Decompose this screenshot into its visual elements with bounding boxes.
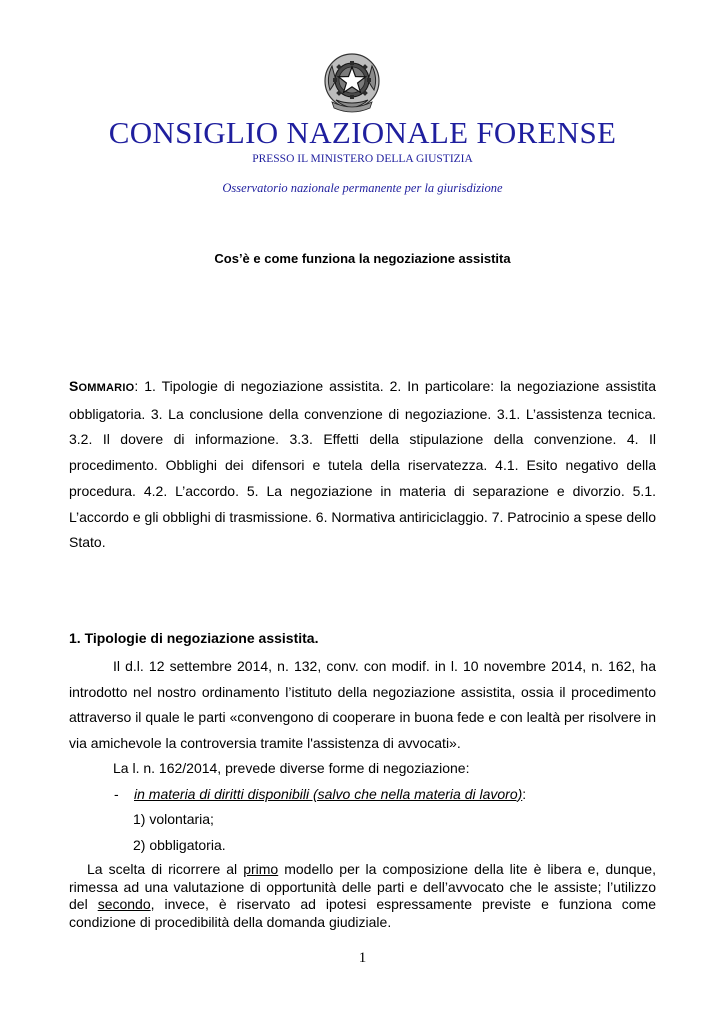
- underlined-term: primo: [243, 861, 279, 877]
- institution-subtitle: PRESSO IL MINISTERO DELLA GIUSTIZIA: [252, 153, 473, 165]
- summary-lead-label: OMMARIO: [78, 382, 135, 394]
- paragraph: La l. n. 162/2014, prevede diverse forme di negoziazione:: [113, 760, 470, 776]
- summary-text: : 1. Tipologie di negoziazione assistita. 2. In particolare: la negoziazione assistita obbligatoria. 3. La conclusione della convenzione di negoziazione. 3.1. L’assistenza tecnica. 3.2. Il dovere di informazione. 3.3. Effetti della stipulazione della convenzione. 4. Il procedimento. Obblighi dei difensori e tutela della riservatezza. 4.1. Esito negativo della procedura. 4.2. L’accordo. 5. La negoziazione in materia di separazione e divorzio. 5.1. L’accordo e gli obblighi di trasmissione. 6. Normativa antiriciclaggio. 7. Patrocinio a spese dello Stato.: [69, 378, 656, 551]
- page-number: 1: [358, 950, 367, 966]
- summary-paragraph: [69, 374, 656, 556]
- document-title: Cos’è e come funziona la negoziazione assistita: [214, 251, 511, 266]
- list-item: 1) volontaria;: [133, 811, 214, 827]
- bullet-dash: -: [114, 785, 119, 802]
- underlined-term: secondo: [97, 896, 151, 912]
- institution-title: CONSIGLIO NAZIONALE FORENSE: [108, 115, 617, 150]
- section-heading: 1. Tipologie di negoziazione assistita.: [69, 630, 319, 646]
- bullet-text: in materia di diritti disponibili (salvo che nella materia di lavoro): [134, 785, 523, 802]
- italian-republic-emblem-icon: [322, 50, 382, 114]
- observatory-name: Osservatorio nazionale permanente per la giurisdizione: [222, 181, 503, 195]
- paragraph: Il d.l. 12 settembre 2014, n. 132, conv. con modif. in l. 10 novembre 2014, n. 162, ha introdotto nel nostro ordinamento l’istituto della negoziazione assistita, ossia il procedimento attraverso il quale le parti «convengono di cooperare in buona fede e con lealtà per risolvere in via amichevole la controversia tramite l'assistenza di avvocati».: [69, 658, 656, 751]
- bullet-colon: :: [522, 785, 527, 802]
- list-item: 2) obbligatoria.: [133, 836, 226, 853]
- text-run: modello per la composizione della lite è libera e, dunque, rimessa ad una valutazione di opportunità delle parti e dell’avvocato che le assiste; l’utilizzo del: [69, 861, 656, 912]
- list-item: [69, 782, 656, 808]
- paragraph: [69, 861, 656, 931]
- numbered-list: [69, 807, 656, 858]
- text-run: La scelta di ricorrere al: [87, 861, 244, 877]
- bullet-body: [134, 782, 526, 808]
- section-1: [69, 628, 656, 931]
- summary-lead-initial: S: [69, 378, 79, 394]
- text-run: , invece, è riservato ad ipotesi espressamente previste e funziona come condizione di procedibilità della domanda giudiziale.: [69, 896, 657, 930]
